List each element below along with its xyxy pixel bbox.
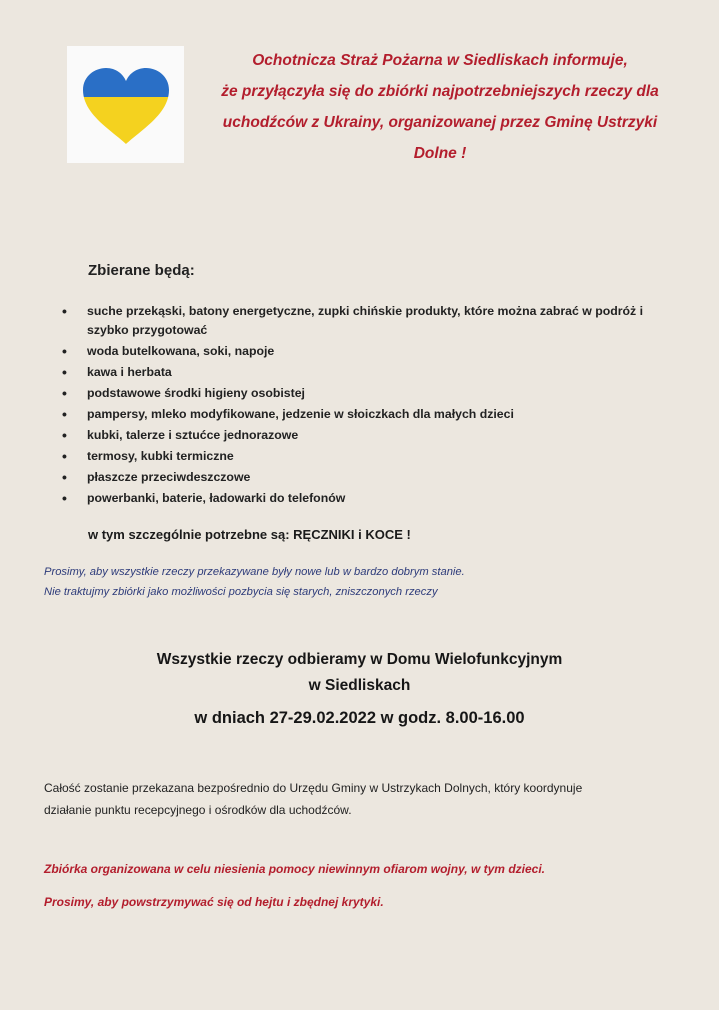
collected-title: Zbierane będą: bbox=[88, 262, 195, 279]
transfer-info bbox=[44, 777, 664, 821]
ukraine-heart-icon bbox=[81, 66, 171, 146]
header-line-3: uchodźców z Ukrainy, organizowanej przez Gminę Ustrzyki bbox=[222, 114, 658, 131]
list-item: • kubki, talerze i sztućce jednorazowe bbox=[62, 426, 662, 445]
header-line-2: że przyłączyła się do zbiórki najpotrzebniejszych rzeczy dla bbox=[221, 83, 659, 100]
list-item: • podstawowe środki higieny osobistej bbox=[62, 384, 662, 403]
list-item: • termosy, kubki termiczne bbox=[62, 447, 662, 466]
collection-dates: w dniach 27-29.02.2022 w godz. 8.00-16.00 bbox=[194, 709, 525, 727]
special-needs-note: w tym szczególnie potrzebne są: RĘCZNIKI i KOCE ! bbox=[88, 527, 411, 542]
announcement-header bbox=[190, 45, 690, 169]
header-line-1: Ochotnicza Straż Pożarna w Siedliskach informuje, bbox=[252, 52, 628, 69]
collection-place bbox=[0, 647, 719, 699]
footer-purpose: Zbiórka organizowana w celu niesienia pomocy niewinnym ofiarom wojny, w tym dzieci. bbox=[44, 862, 545, 876]
footer-request: Prosimy, aby powstrzymywać się od hejtu i zbędnej krytyki. bbox=[44, 895, 384, 909]
request-line-2: Nie traktujmy zbiórki jako możliwości pozbycia się starych, zniszczonych rzeczy bbox=[44, 586, 438, 598]
list-item: • kawa i herbata bbox=[62, 363, 662, 382]
list-item: • pampersy, mleko modyfikowane, jedzenie w słoiczkach dla małych dzieci bbox=[62, 405, 662, 424]
list-item: • woda butelkowana, soki, napoje bbox=[62, 342, 662, 361]
list-item: • powerbanki, baterie, ładowarki do telefonów bbox=[62, 489, 662, 508]
place-line-1: Wszystkie rzeczy odbieramy w Domu Wielofunkcyjnym bbox=[156, 651, 563, 668]
header-line-4: Dolne ! bbox=[413, 145, 467, 162]
info-line-1: Całość zostanie przekazana bezpośrednio do Urzędu Gminy w Ustrzykach Dolnych, który koordynuje bbox=[44, 781, 583, 795]
info-line-2: działanie punktu recepcyjnego i ośrodków dla uchodźców. bbox=[44, 803, 352, 817]
list-item: • płaszcze przeciwdeszczowe bbox=[62, 468, 662, 487]
place-line-2: w Siedliskach bbox=[308, 677, 411, 694]
condition-request bbox=[44, 562, 684, 602]
request-line-1: Prosimy, aby wszystkie rzeczy przekazywane były nowe lub w bardzo dobrym stanie. bbox=[44, 566, 465, 578]
collected-items-list bbox=[62, 302, 662, 510]
list-item: • suche przekąski, batony energetyczne, zupki chińskie produkty, które można zabrać w podróż i szybko przygotować bbox=[62, 302, 662, 340]
ukraine-heart-logo bbox=[67, 46, 184, 163]
